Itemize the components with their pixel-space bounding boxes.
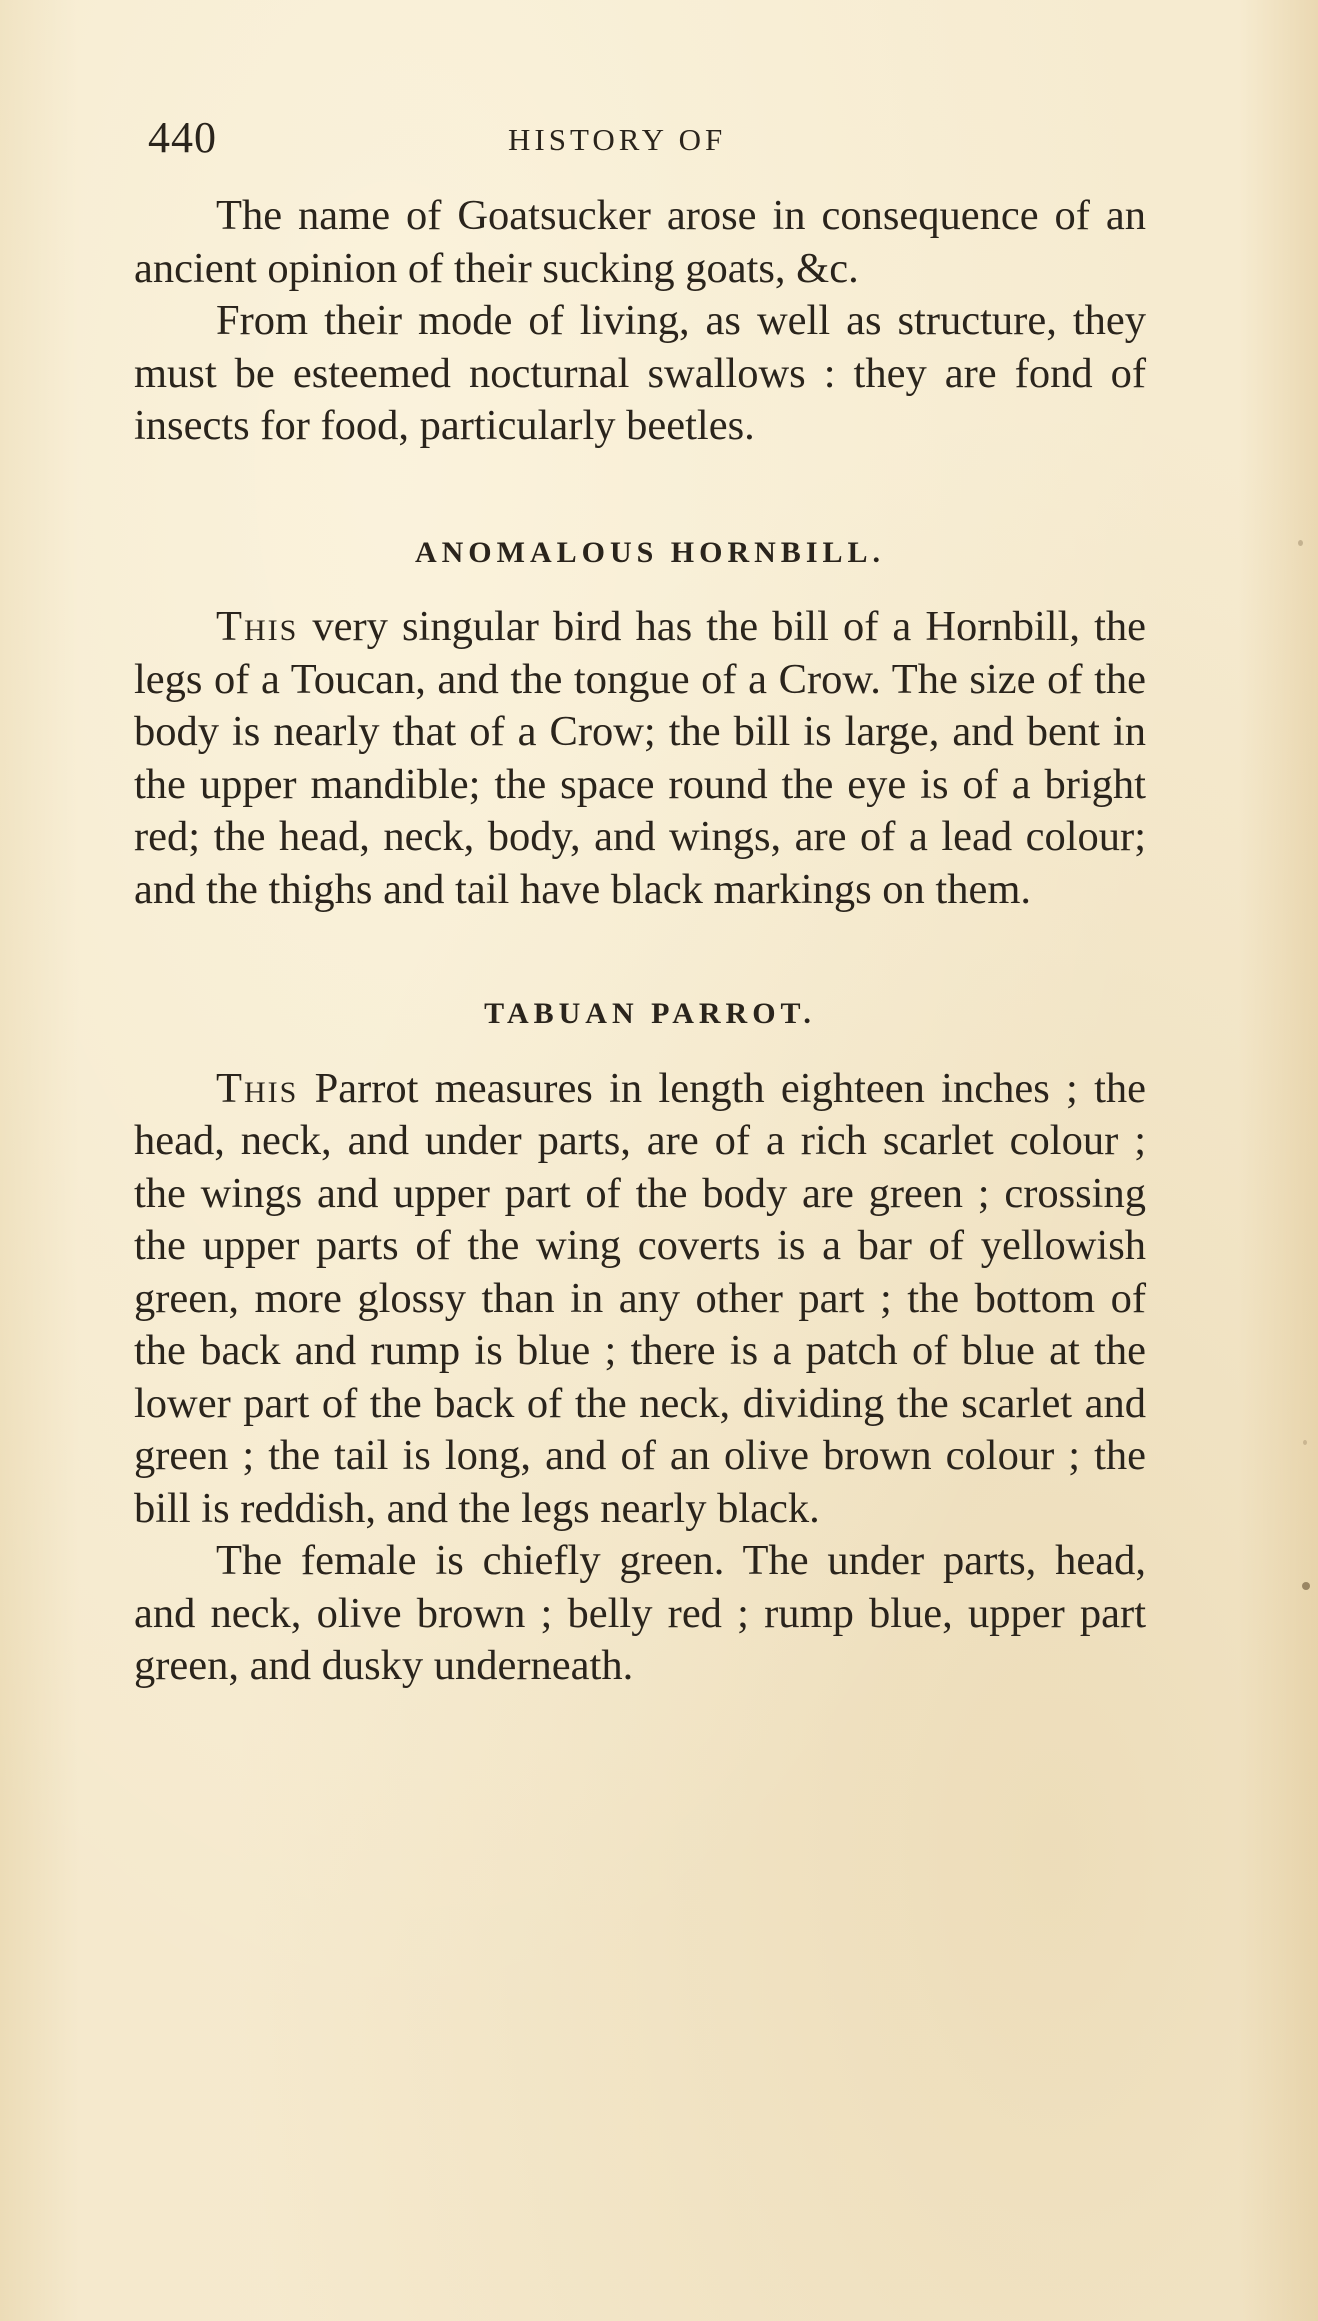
section-heading-anomalous-hornbill: ANOMALOUS HORNBILL. (414, 535, 886, 569)
parrot-paragraph-1-text: Parrot measures in length eighteen inches ; the head, neck, and under parts, are of a rich scarlet colour ; the wings and upper part of the body are green ; crossing the upper parts of the wing coverts is a bar of yellowish green, more glossy than in any other part ; the bottom of the back and rump is blue ; there is a patch of blue at the lower part of the back of the neck, dividing the scarlet and green ; the tail is long, and of an olive brown colour ; the bill is reddish, and the legs nearly black. (134, 1064, 1146, 1532)
hornbill-paragraph-text: very singular bird has the bill of a Hornbill, the legs of a Toucan, and the tongue of a Crow. The size of the body is nearly that of a Crow; the bill is large, and bent in the upper mandible; the space round the eye is of a bright red; the head, neck, body, and wings, are of a lead colour; and the thighs and tail have black markings on them. (134, 603, 1146, 913)
parrot-lead-word: This (216, 1064, 299, 1112)
page-header (148, 112, 1148, 172)
page-number: 440 (148, 113, 217, 162)
ink-speck (1302, 1582, 1310, 1590)
hornbill-paragraph (134, 601, 1146, 916)
running-head: HISTORY OF (508, 122, 727, 157)
goatsucker-paragraph-1: The name of Goatsucker arose in consequence of an ancient opinion of their sucking goats, &c. (134, 192, 1146, 292)
ink-speck (1298, 540, 1303, 546)
goatsucker-paragraph-2: From their mode of living, as well as structure, they must be esteemed nocturnal swallows : they are fond of insects for food, particularly beetles. (134, 297, 1146, 449)
parrot-paragraph-2: The female is chiefly green. The under parts, head, and neck, olive brown ; belly red ; rump blue, upper part green, and dusky underneath. (134, 1537, 1146, 1689)
hornbill-lead-word: This (216, 603, 299, 650)
ink-speck (1303, 1440, 1307, 1445)
section-heading-tabuan-parrot: TABUAN PARROT. (484, 997, 816, 1030)
parrot-paragraph-1 (134, 1063, 1146, 1536)
page-body (134, 190, 1146, 1693)
